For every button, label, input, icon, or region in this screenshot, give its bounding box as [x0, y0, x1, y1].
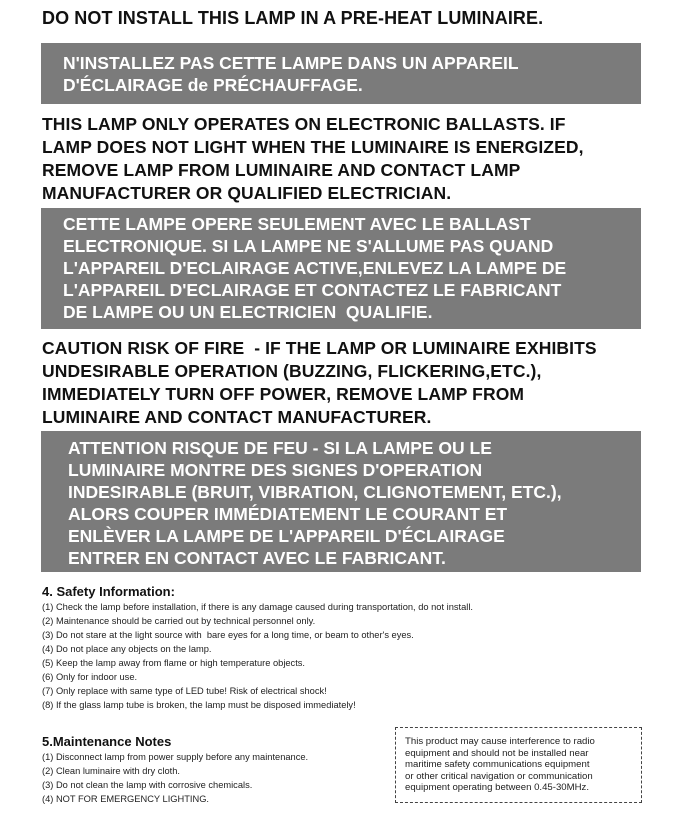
- warning-fr-3-line: ENTRER EN CONTACT AVEC LE FABRICANT.: [68, 548, 446, 568]
- list-item: (6) Only for indoor use.: [42, 672, 138, 682]
- list-item: (1) Disconnect lamp from power supply before any maintenance.: [42, 752, 309, 762]
- list-item: (8) If the glass lamp tube is broken, the lamp must be disposed immediately!: [42, 700, 356, 710]
- list-item: (7) Only replace with same type of LED tube! Risk of electrical shock!: [42, 686, 327, 696]
- notice-line: maritime safety communications equipment: [405, 759, 590, 770]
- warning-en-3-line: IMMEDIATELY TURN OFF POWER, REMOVE LAMP FROM: [42, 384, 525, 404]
- warning-fr-3-line: ATTENTION RISQUE DE FEU - SI LA LAMPE OU LE: [68, 438, 492, 458]
- warning-fr-1-line: N'INSTALLEZ PAS CETTE LAMPE DANS UN APPAREIL: [63, 53, 519, 73]
- warning-en-3: [42, 337, 597, 429]
- notice-line: This product may cause interference to radio: [405, 736, 595, 747]
- warning-fr-1-box: [41, 43, 641, 104]
- interference-notice: [395, 727, 642, 803]
- notice-line: equipment operating between 0.45-30MHz.: [405, 782, 589, 793]
- warning-fr-3-line: LUMINAIRE MONTRE DES SIGNES D'OPERATION: [68, 460, 483, 480]
- warning-en-3-line: CAUTION RISK OF FIRE - IF THE LAMP OR LUMINAIRE EXHIBITS: [42, 338, 597, 358]
- warning-fr-3-box: [41, 431, 641, 572]
- safety-list: [42, 600, 473, 712]
- list-item: (4) Do not place any objects on the lamp.: [42, 644, 212, 654]
- notice-line: equipment and should not be installed near: [405, 747, 589, 759]
- warning-en-2-line: THIS LAMP ONLY OPERATES ON ELECTRONIC BALLASTS. IF: [42, 114, 566, 134]
- warning-fr-2-line: DE LAMPE OU UN ELECTRICIEN QUALIFIE.: [63, 302, 433, 322]
- safety-title: 4. Safety Information:: [42, 584, 175, 599]
- warning-en-1-text: DO NOT INSTALL THIS LAMP IN A PRE-HEAT LUMINAIRE.: [42, 8, 544, 28]
- warning-en-2-line: LAMP DOES NOT LIGHT WHEN THE LUMINAIRE IS ENERGIZED,: [42, 137, 584, 157]
- list-item: (5) Keep the lamp away from flame or high temperature objects.: [42, 658, 306, 668]
- warning-fr-1-line: D'ÉCLAIRAGE de PRÉCHAUFFAGE.: [63, 75, 363, 95]
- warning-fr-2-line: ELECTRONIQUE. SI LA LAMPE NE S'ALLUME PAS QUAND: [63, 236, 554, 256]
- warning-en-2: [42, 113, 584, 205]
- warning-fr-3-line: ALORS COUPER IMMÉDIATEMENT LE COURANT ET: [68, 504, 508, 524]
- list-item: (4) NOT FOR EMERGENCY LIGHTING.: [42, 794, 210, 804]
- warning-en-2-line: REMOVE LAMP FROM LUMINAIRE AND CONTACT LAMP: [42, 160, 521, 180]
- warning-fr-2-line: L'APPAREIL D'ECLAIRAGE ET CONTACTEZ LE FABRICANT: [63, 280, 562, 300]
- warning-en-2-line: MANUFACTURER OR QUALIFIED ELECTRICIAN.: [42, 183, 452, 203]
- warning-en-1: [42, 7, 543, 30]
- warning-en-3-line: UNDESIRABLE OPERATION (BUZZING, FLICKERING,ETC.),: [42, 361, 542, 381]
- list-item: (2) Maintenance should be carried out by technical personnel only.: [42, 616, 316, 626]
- list-item: (3) Do not clean the lamp with corrosive chemicals.: [42, 780, 253, 790]
- maintenance-title: 5.Maintenance Notes: [42, 734, 172, 749]
- warning-en-3-line: LUMINAIRE AND CONTACT MANUFACTURER.: [42, 407, 432, 427]
- list-item: (3) Do not stare at the light source with bare eyes for a long time, or beam to other's eyes.: [42, 630, 414, 640]
- warning-fr-2-line: CETTE LAMPE OPERE SEULEMENT AVEC LE BALLAST: [63, 214, 531, 234]
- list-item: (1) Check the lamp before installation, if there is any damage caused during transportation, do not install.: [42, 602, 473, 612]
- warning-fr-2-box: [41, 208, 641, 329]
- warning-fr-3-line: INDESIRABLE (BRUIT, VIBRATION, CLIGNOTEMENT, ETC.),: [68, 482, 562, 502]
- warning-fr-2-line: L'APPAREIL D'ECLAIRAGE ACTIVE,ENLEVEZ LA LAMPE DE: [63, 258, 567, 278]
- notice-line: or other critical navigation or communication: [405, 770, 593, 782]
- list-item: (2) Clean luminaire with dry cloth.: [42, 766, 180, 776]
- warning-fr-3-line: ENLÈVER LA LAMPE DE L'APPAREIL D'ÉCLAIRAGE: [68, 526, 505, 546]
- maintenance-list: [42, 750, 308, 806]
